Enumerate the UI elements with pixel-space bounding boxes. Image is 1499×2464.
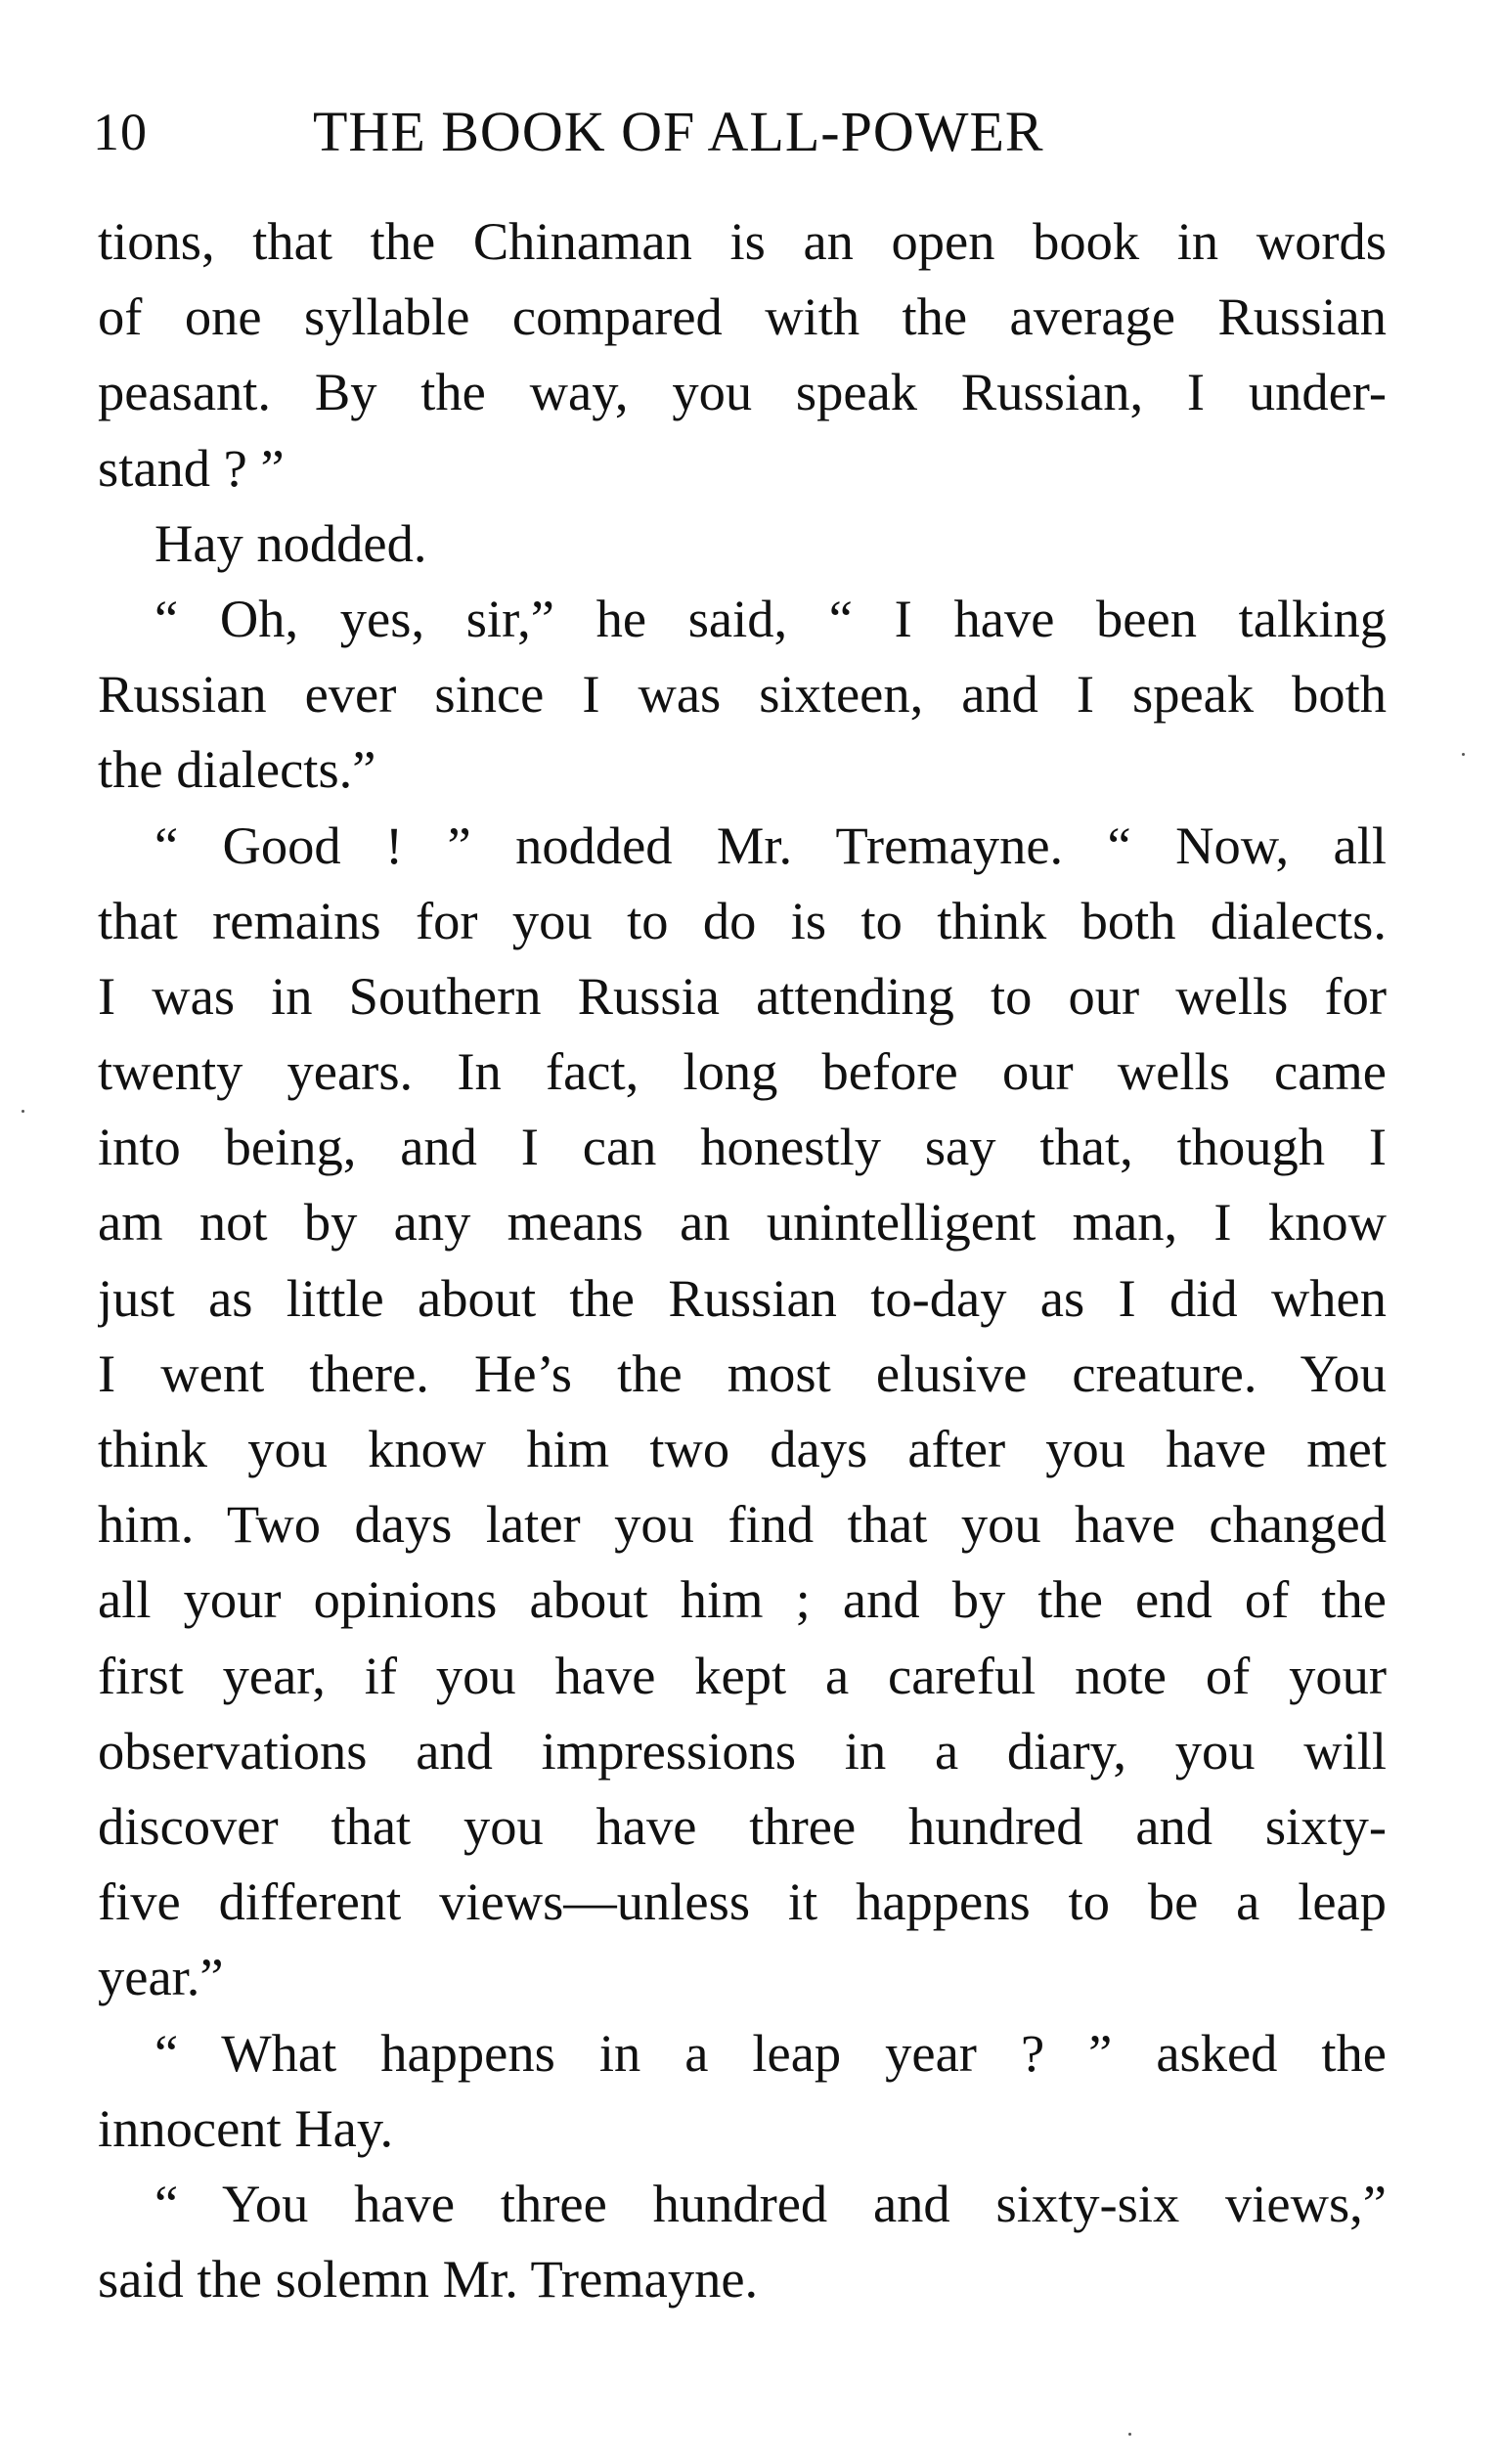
text-line: the dialects.”: [98, 739, 376, 800]
text-line: “ Oh, yes, sir,” he said, “ I have been talking: [154, 588, 1387, 648]
text-line: all your opinions about him ; and by the end of the: [98, 1569, 1387, 1630]
text-line: that remains for you to do is to think both dialects.: [98, 890, 1387, 950]
running-title: THE BOOK OF ALL-POWER: [313, 100, 1044, 163]
text-line: just as little about the Russian to-day as I did when: [98, 1267, 1387, 1328]
text-line: I was in Southern Russia attending to our wells for: [98, 965, 1387, 1026]
text-line: into being, and I can honestly say that, though I: [98, 1117, 1387, 1177]
text-line: peasant. By the way, you speak Russian, I under-: [98, 362, 1387, 422]
text-line: tions, that the Chinaman is an open book in words: [98, 211, 1387, 271]
text-line: twenty years. In fact, long before our wells came: [98, 1041, 1387, 1102]
text-line: five different views—unless it happens to be a leap: [98, 1871, 1387, 1932]
paper-speck: [1462, 753, 1465, 756]
running-head: [93, 98, 1403, 166]
text-line: Russian ever since I was sixteen, and I speak both: [98, 664, 1387, 725]
text-line: “ You have three hundred and sixty-six views,”: [154, 2173, 1387, 2233]
text-line: year.”: [98, 1947, 224, 2007]
text-line: I went there. He’s the most elusive creature. You: [98, 1342, 1387, 1403]
text-line: discover that you have three hundred and sixty-: [98, 1795, 1387, 1856]
paper-speck: [22, 1110, 24, 1113]
text-line: “ Good ! ” nodded Mr. Tremayne. “ Now, all: [154, 814, 1387, 875]
text-line: innocent Hay.: [98, 2097, 394, 2158]
text-line: Hay nodded.: [154, 512, 427, 573]
text-line: stand ? ”: [98, 437, 285, 498]
text-line: am not by any means an unintelligent man, I know: [98, 1192, 1387, 1253]
body-text: [98, 203, 1387, 2316]
text-line: him. Two days later you find that you have changed: [98, 1494, 1387, 1555]
text-line: think you know him two days after you have met: [98, 1419, 1387, 1478]
text-line: first year, if you have kept a careful note of your: [98, 1645, 1387, 1705]
paper-speck: [1128, 2433, 1131, 2436]
text-line: of one syllable compared with the average Russian: [98, 286, 1387, 347]
text-line: “ What happens in a leap year ? ” asked the: [154, 2022, 1387, 2083]
page-number: 10: [93, 103, 148, 161]
text-line: said the solemn Mr. Tremayne.: [98, 2249, 759, 2310]
text-line: observations and impressions in a diary, you will: [98, 1720, 1387, 1781]
